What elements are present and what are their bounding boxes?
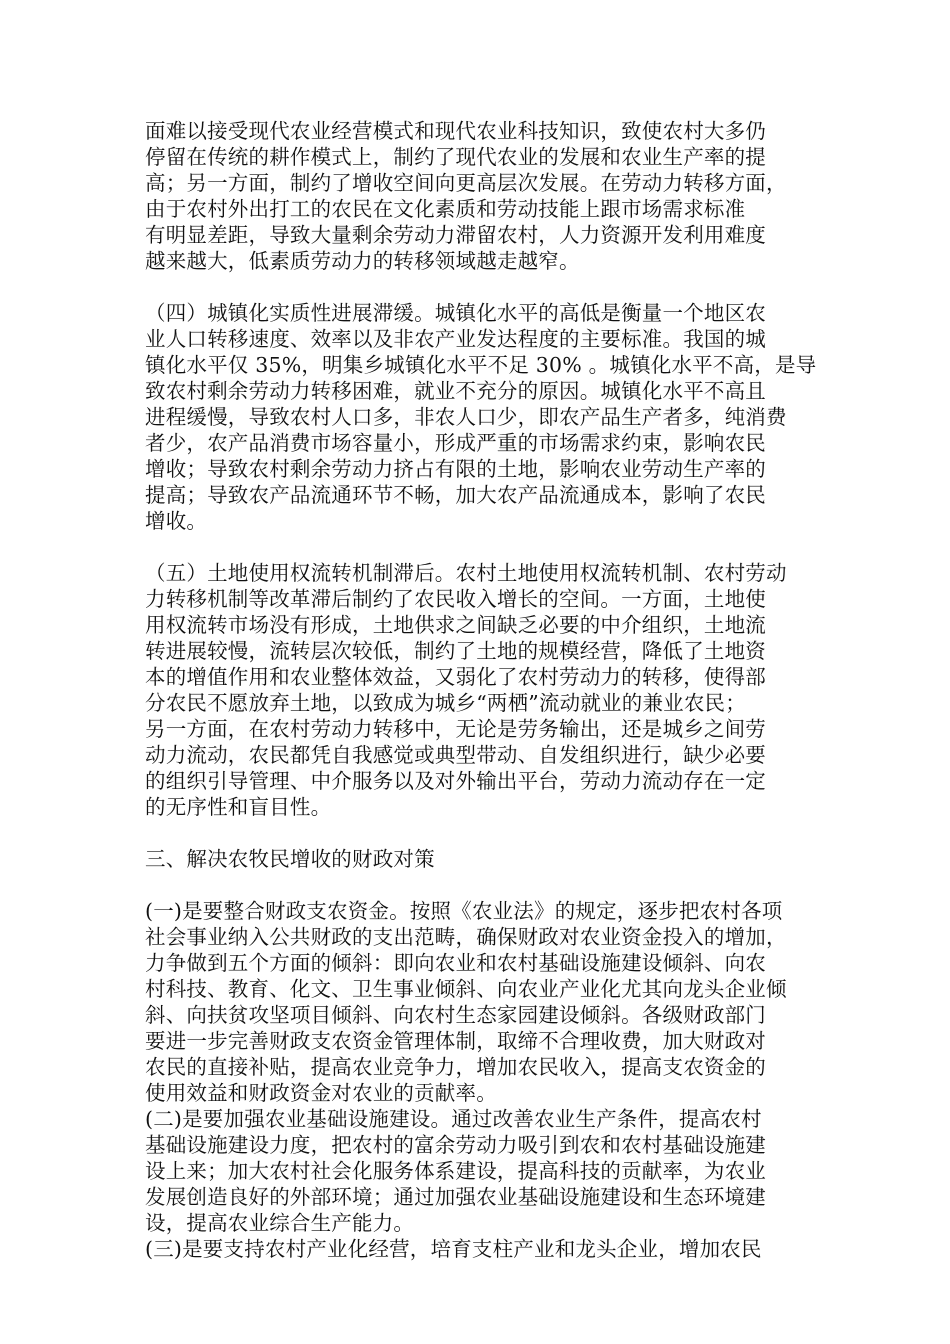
text-line: (一)是要整合财政支农资金。按照《农业法》的规定，逐步把农村各项 [145,899,783,923]
text-line: 面难以接受现代农业经营模式和现代农业科技知识，致使农村大多仍 [145,119,766,143]
text-line: 基础设施建设力度，把农村的富余劳动力吸引到农和农村基础设施建 [145,1133,766,1157]
document-body [145,118,817,1262]
text-line: 分农民不愿放弃土地，以致成为城乡“两栖”流动就业的兼业农民； [145,691,746,715]
text-line: 使用效益和财政资金对农业的贡献率。 [145,1081,497,1105]
paragraph-spacer [145,274,813,300]
paragraph-policy-1 [145,898,813,1106]
text-line: 农民的直接补贴，提高农业竞争力，增加农民收入，提高支农资金的 [145,1055,766,1079]
paragraph-spacer [145,820,813,846]
text-line: 另一方面，在农村劳动力转移中，无论是劳务输出，还是城乡之间劳 [145,717,766,741]
text-line: 斜、向扶贫攻坚项目倾斜、向农村生态家园建设倾斜。各级财政部门 [145,1003,766,1027]
text-line: 由于农村外出打工的农民在文化素质和劳动技能上跟市场需求标准 [145,197,746,221]
text-line: 设，提高农业综合生产能力。 [145,1211,415,1235]
text-line: （五）土地使用权流转机制滞后。农村土地使用权流转机制、农村劳动 [145,561,787,585]
paragraph-continuation [145,118,813,274]
text-line: （四）城镇化实质性进展滞缓。城镇化水平的高低是衡量一个地区农 [145,301,766,325]
paragraph-spacer [145,534,813,560]
section-title: 三、解决农牧民增收的财政对策 [145,847,435,871]
text-line: 有明显差距，导致大量剩余劳动力滞留农村，人力资源开发利用难度 [145,223,766,247]
text-line: 者少，农产品消费市场容量小，形成严重的市场需求约束，影响农民 [145,431,766,455]
text-line: 进程缓慢，导致农村人口多，非农人口少，即农产品生产者多，纯消费 [145,405,787,429]
text-line: 停留在传统的耕作模式上，制约了现代农业的发展和农业生产率的提 [145,145,766,169]
text-line: 增收；导致农村剩余劳动力挤占有限的土地，影响农业劳动生产率的 [145,457,766,481]
text-line: 本的增值作用和农业整体效益，又弱化了农村劳动力的转移，使得部 [145,665,766,689]
text-line: (二)是要加强农业基础设施建设。通过改善农业生产条件，提高农村 [145,1107,762,1131]
text-line: 越来越大，低素质劳动力的转移领域越走越窄。 [145,249,580,273]
text-line: 发展创造良好的外部环境；通过加强农业基础设施建设和生态环境建 [145,1185,766,1209]
paragraph-land-transfer [145,560,813,820]
paragraph-policy-2 [145,1106,813,1236]
text-line: 设上来；加大农村社会化服务体系建设，提高科技的贡献率，为农业 [145,1159,766,1183]
text-line: 动力流动，农民都凭自我感觉或典型带动、自发组织进行，缺少必要 [145,743,766,767]
text-line: 用权流转市场没有形成，土地供求之间缺乏必要的中介组织，土地流 [145,613,766,637]
paragraph-policy-3 [145,1236,813,1262]
text-line: 镇化水平仅 35%，明集乡城镇化水平不足 30% 。城镇化水平不高，是导 [145,353,817,377]
text-line: 力争做到五个方面的倾斜：即向农业和农村基础设施建设倾斜、向农 [145,951,766,975]
text-line: 村科技、教育、化文、卫生事业倾斜、向农业产业化尤其向龙头企业倾 [145,977,787,1001]
text-line: 业人口转移速度、效率以及非农产业发达程度的主要标准。我国的城 [145,327,766,351]
text-line: 提高；导致农产品流通环节不畅，加大农产品流通成本，影响了农民 [145,483,766,507]
text-line: 的组织引导管理、中介服务以及对外输出平台，劳动力流动存在一定 [145,769,766,793]
text-line: 力转移机制等改革滞后制约了农民收入增长的空间。一方面，土地使 [145,587,766,611]
paragraph-urbanization [145,300,817,534]
text-line: 的无序性和盲目性。 [145,795,332,819]
section-heading [145,846,813,872]
text-line: 要进一步完善财政支农资金管理体制，取缔不合理收费，加大财政对 [145,1029,766,1053]
text-line: 社会事业纳入公共财政的支出范畴，确保财政对农业资金投入的增加， [145,925,787,949]
text-line: 高；另一方面，制约了增收空间向更高层次发展。在劳动力转移方面， [145,171,787,195]
text-line: 致农村剩余劳动力转移困难，就业不充分的原因。城镇化水平不高且 [145,379,766,403]
paragraph-spacer [145,872,813,898]
text-line: (三)是要支持农村产业化经营，培育支柱产业和龙头企业，增加农民 [145,1237,762,1261]
text-line: 转进展较慢，流转层次较低，制约了土地的规模经营，降低了土地资 [145,639,766,663]
text-line: 增收。 [145,509,208,533]
